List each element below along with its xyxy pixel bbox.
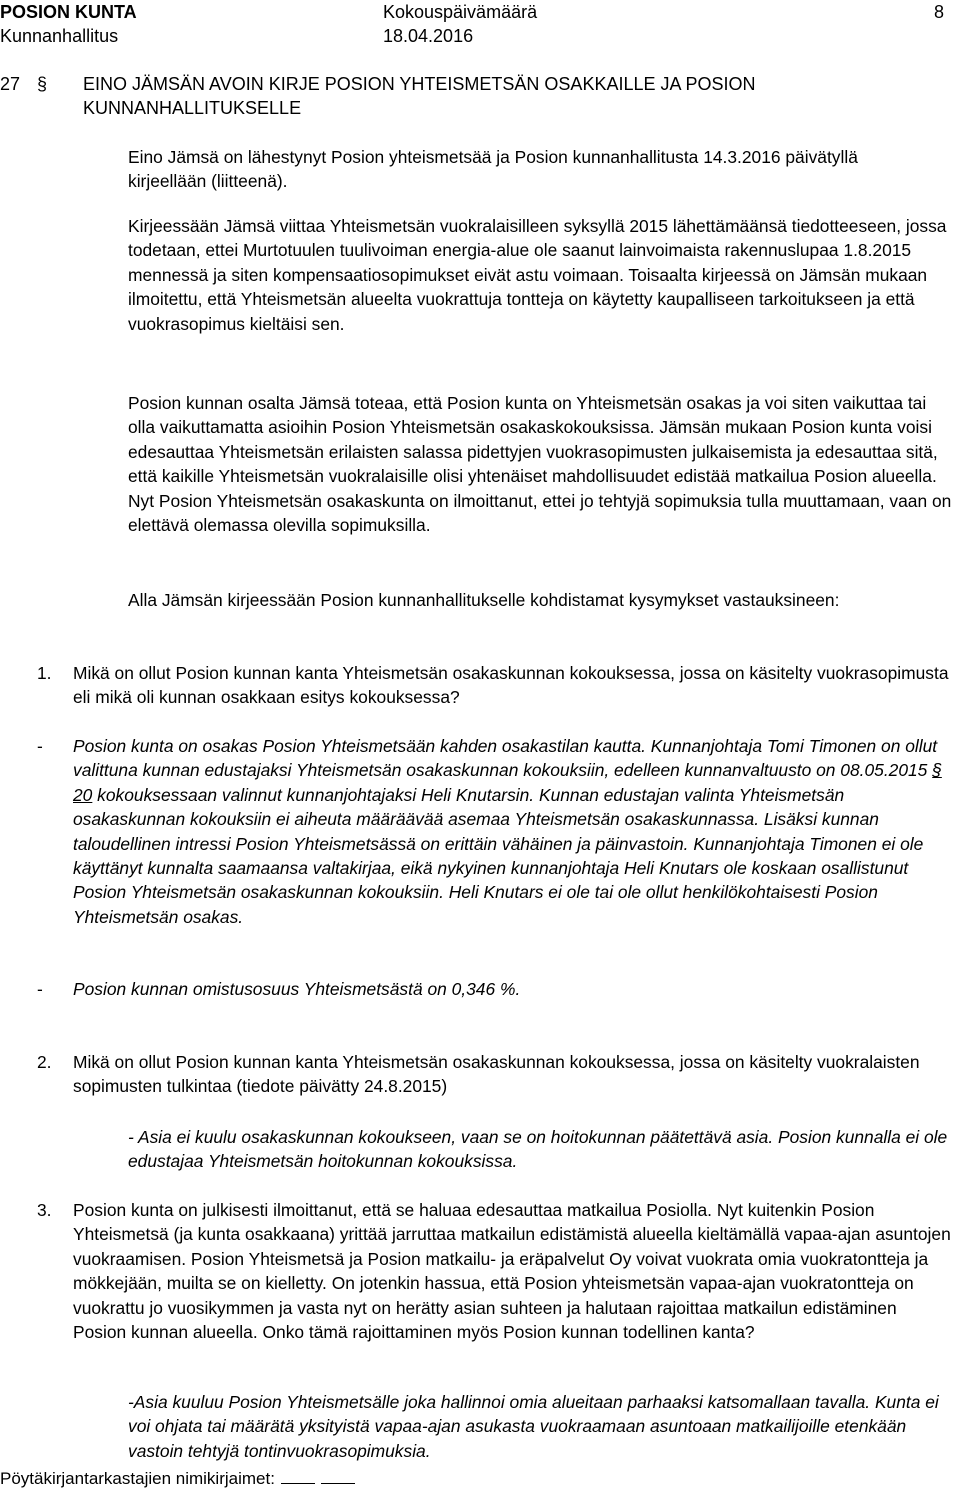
signature-label: Pöytäkirjantarkastajien nimikirjaimet:	[0, 1469, 275, 1488]
paragraph-questions-intro: Alla Jämsän kirjeessään Posion kunnanhallitukselle kohdistamat kysymykset vastauksineen:	[128, 590, 840, 610]
answer-1a-post: kokouksessaan valinnut kunnanjohtajaksi Heli Knutarsin. Kunnan edustajan valinta Yhteismetsän osakaskunnan kokouksiin ei aiheuta määräävää asemaa Yhteismetsän osakaskunnassa. Lisäksi kunnan taloudellinen intressi Posion Yhteismetsässä on erittäin vähäinen ja päinvastoin. Kunnanjohtaja Timonen ei ole käyttänyt kunnalta saamaansa valtakirjaa, eikä nykyinen kunnanjohtaja Heli Knutars ole koskaan osallistunut Posion Yhteismetsän osakaskunnan kokouksiin. Heli Knutars ei ole tai ole ollut henkilökohtaisesti Posion Yhteismetsän osakas.	[73, 784, 924, 927]
question-2-text: Mikä on ollut Posion kunnan kanta Yhteismetsän osakaskunnan kokouksessa, jossa on käsitelty vuokralaisten sopimusten tulkintaa (tiedote päivätty 24.8.2015)	[73, 1052, 920, 1097]
meeting-date: 18.04.2016	[383, 26, 474, 46]
answer-1a-section-ref: § 20	[73, 760, 942, 805]
section-title-line2: KUNNANHALLITUKSELLE	[83, 98, 302, 118]
section-symbol-icon: §	[37, 74, 48, 94]
answer-1a-pre: Posion kunta on osakas Posion Yhteismetsään kahden osakastilan kautta. Kunnanjohtaja Tomi Timonen on ollut valittuna kunnan edustajaksi Yhteismetsän osakaskunnan kokouksiin, edelleen kunnanvaltuusto on 08.05.2015	[73, 736, 938, 781]
question-3-text: Posion kunta on julkisesti ilmoittanut, että se haluaa edesauttaa matkailua Posiolla. Nyt kuitenkin Posion Yhteismetsä (ja kunta osakkaana) yrittää jarruttaa matkailun edistämistä alueella kieltämällä vapaa-ajan asuntojen vuokraamisen. Posion Yhteismetsä ja Posion matkailu- ja eräpalvelut Oy voivat vuokrata omia vuokratontteja ja mökkejään, muilta se on kielletty. On jotenkin hassua, että Posion yhteismetsän vapaa-ajan vuokratontteja on vuokrattu jo vuosikymmen ja vasta nyt on herätty asian suhteen ja halutaan rajoittaa matkailun edistäminen Posion kunnan alueella. Onko tämä rajoittaminen myös Posion kunnan todellinen kanta?	[73, 1200, 951, 1343]
paragraph-letter-content: Kirjeessään Jämsä viittaa Yhteismetsän vuokralaisilleen syksyllä 2015 lähettämäänsä tiedotteeseen, jossa todetaan, ettei Murtotuulen tuulivoiman energia-alue ole saanut lainvoimaista rakennuslupaa 1.8.2015 mennessä ja siten kompensaatiosopimukset eivät astu voimaan. Toisaalta kirjeessä on Jämsän mukaan ilmoitettu, että Yhteismetsän alueelta vuokrattuja tontteja on käytetty kaupalliseen tarkoitukseen ja että vuokrasopimus kieltäisi sen.	[128, 216, 947, 334]
paragraph-intro: Eino Jämsä on lähestynyt Posion yhteismetsää ja Posion kunnanhallitusta 14.3.2016 päivätyllä kirjeellään (liitteenä).	[128, 147, 858, 192]
question-3-number: 3.	[37, 1200, 52, 1220]
answer-1a-dash: -	[37, 736, 43, 756]
question-1-number: 1.	[37, 663, 52, 683]
paragraph-municipality-role: Posion kunnan osalta Jämsä toteaa, että Posion kunta on Yhteismetsän osakas ja voi siten vaikuttaa tai olla vaikuttamatta asioihin Posion Yhteismetsän osakaskokouksissa. Jämsän mukaan Posion kunta voisi edesauttaa Yhteismetsän erilaisten salassa pidettyjen vuokrasopimusten julkaisemista ja edesauttaa sitä, että kaikille Yhteismetsän vuokralaisille olisi yhtenäiset mahdollisuudet edistää matkailua Posion alueella. Nyt Posion Yhteismetsän osakaskunta on ilmoittanut, ettei jo tehtyjä sopimuksia tulla muuttamaan, vaan on elettävä olemassa olevilla sopimuksilla.	[128, 393, 952, 536]
answer-1b-text: Posion kunnan omistusosuus Yhteismetsästä on 0,346 %.	[73, 979, 521, 999]
municipality-name: POSION KUNTA	[0, 2, 137, 22]
page-number: 8	[934, 2, 945, 22]
answer-1b-dash: -	[37, 979, 43, 999]
question-1-text: Mikä on ollut Posion kunnan kanta Yhteismetsän osakaskunnan kokouksessa, jossa on käsitelty vuokrasopimusta eli mikä oli kunnan osakkaan esitys kokouksessa?	[73, 663, 949, 708]
signature-line-2	[321, 1469, 355, 1484]
section-number: 27	[0, 74, 21, 94]
meeting-date-label: Kokouspäivämäärä	[383, 2, 538, 22]
answer-3-text: -Asia kuuluu Posion Yhteismetsälle joka hallinnoi omia alueitaan parhaaksi katsomallaan tavalla. Kunta ei voi ohjata tai määrätä yksityistä vapaa-ajan asukasta vuokraamaan asuntoaan matkailijoille etenkään vastoin tehtyjä tontinvuokrasopimuksia.	[128, 1392, 939, 1461]
signature-footer	[0, 1468, 355, 1490]
section-title-line1: EINO JÄMSÄN AVOIN KIRJE POSION YHTEISMETSÄN OSAKKAILLE JA POSION	[83, 74, 756, 94]
governing-body: Kunnanhallitus	[0, 26, 119, 46]
answer-1a-text	[73, 734, 953, 929]
signature-line-1	[281, 1469, 315, 1484]
question-2-number: 2.	[37, 1052, 52, 1072]
answer-2-text: - Asia ei kuulu osakaskunnan kokoukseen, vaan se on hoitokunnan päätettävä asia. Posion kunnalla ei ole edustajaa Yhteismetsän hoitokunnan kokouksissa.	[128, 1127, 948, 1172]
